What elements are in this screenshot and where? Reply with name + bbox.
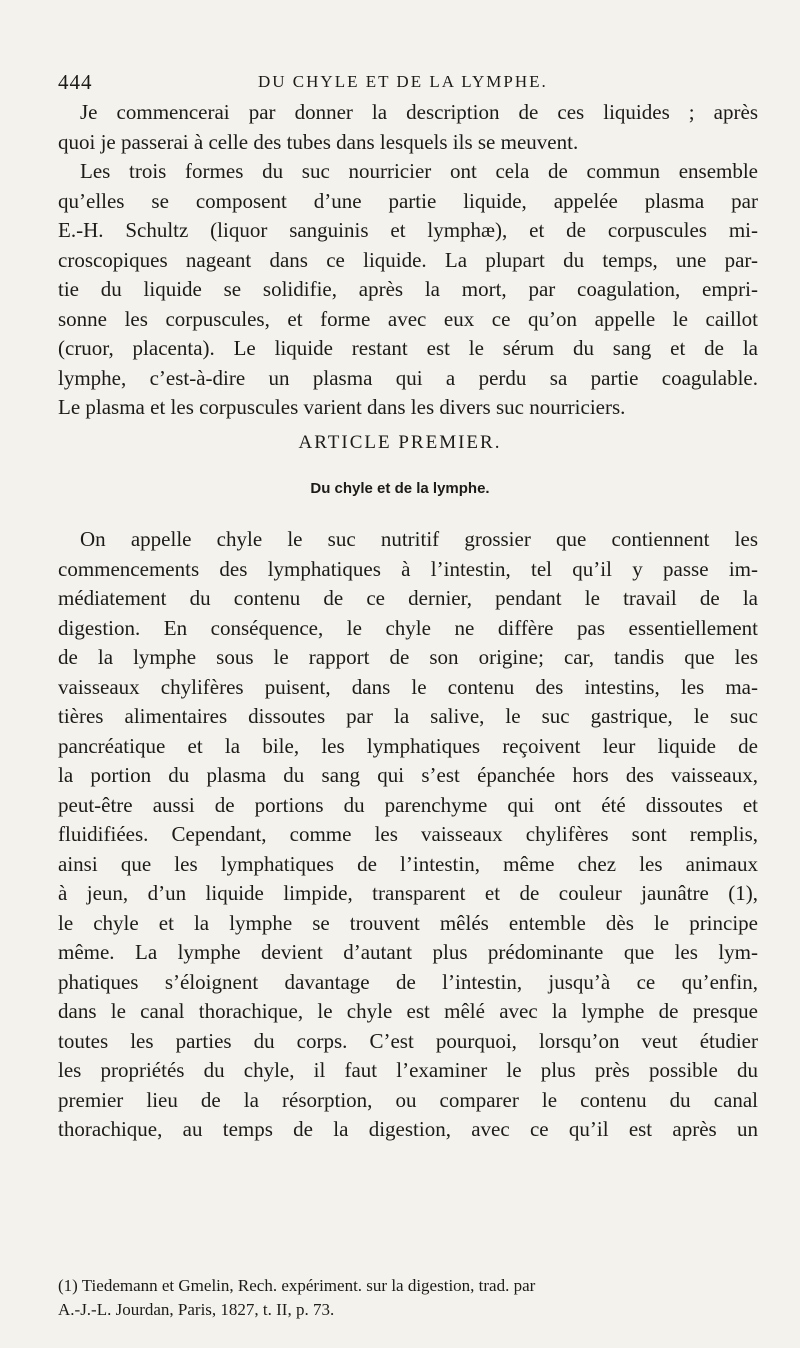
page-header [58,70,758,100]
text-line: lymphe, c’est-à-dire un plasma qui a perdu sa partie coagulable. [58,365,758,390]
footnote-line: (1) Tiedemann et Gmelin, Rech. expériment. sur la digestion, trad. par [58,1276,536,1295]
text-line: qu’elles se composent d’une partie liquide, appelée plasma par [58,188,758,213]
footnote-line: A.-J.-L. Jourdan, Paris, 1827, t. II, p. 73. [58,1300,335,1319]
text-line: peut-être aussi de portions du parenchyme qui ont été dissoutes et [58,792,758,817]
intro-paragraphs [58,98,758,423]
article-title: ARTICLE PREMIER. [298,432,502,453]
section-title: Du chyle et de la lymphe. [310,480,490,497]
text-line: Je commencerai par donner la description de ces liquides ; après [80,100,758,124]
text-line: fluidifiées. Cependant, comme les vaisseaux chylifères sont remplis, [58,822,758,846]
text-line: de la lymphe sous le rapport de son origine; car, tandis que les [58,645,758,669]
text-line: On appelle chyle le suc nutritif grossier que contiennent les [80,527,758,551]
text-line: (cruor, placenta). Le liquide restant est le sérum du sang et de la [58,336,758,360]
text-line: à jeun, d’un liquide limpide, transparent et de couleur jaunâtre (1), [58,881,758,905]
text-line: sonne les corpuscules, et forme avec eux ce qu’on appelle le caillot [58,306,758,331]
text-line: dans le canal thorachique, le chyle est mêlé avec la lymphe de presque [58,999,758,1023]
footnote [58,1274,758,1322]
main-paragraph [58,525,758,1145]
text-line: Les trois formes du suc nourricier ont cela de commun ensemble [80,159,758,183]
text-line: phatiques s’éloignent davantage de l’intestin, jusqu’à ce qu’enfin, [58,969,758,994]
text-line: commencements des lymphatiques à l’intestin, tel qu’il y passe im- [58,556,758,581]
text-line: tières alimentaires dissoutes par la salive, le suc gastrique, le suc [58,704,758,728]
text-line: digestion. En conséquence, le chyle ne diffère pas essentiellement [58,615,758,640]
text-line: le chyle et la lymphe se trouvent mêlés entemble dès le principe [58,910,758,935]
page-number: 444 [58,70,93,94]
text-line: toutes les parties du corps. C’est pourquoi, lorsqu’on veut étudier [58,1028,758,1053]
text-line: quoi je passerai à celle des tubes dans lesquels ils se meuvent. [58,129,579,154]
text-line: premier lieu de la résorption, ou comparer le contenu du canal [58,1087,758,1112]
text-line: pancréatique et la bile, les lymphatiques reçoivent leur liquide de [58,733,758,758]
text-line: croscopiques nageant dans ce liquide. La plupart du temps, une par- [58,247,758,272]
text-line: même. La lymphe devient d’autant plus prédominante que les lym- [58,940,758,964]
text-line: les propriétés du chyle, il faut l’examiner le plus près possible du [58,1058,758,1082]
text-line: thorachique, au temps de la digestion, avec ce qu’il est après un [58,1117,758,1141]
text-line: ainsi que les lymphatiques de l’intestin, même chez les animaux [58,851,758,876]
text-line: tie du liquide se solidifie, après la mort, par coagulation, empri- [58,277,758,301]
text-line: vaisseaux chylifères puisent, dans le contenu des intestins, les ma- [58,674,758,699]
text-line: médiatement du contenu de ce dernier, pendant le travail de la [58,586,758,610]
text-line: la portion du plasma du sang qui s’est épanchée hors des vaisseaux, [58,763,758,787]
text-line: E.-H. Schultz (liquor sanguinis et lymphæ), et de corpuscules mi- [58,218,758,242]
running-head: DU CHYLE ET DE LA LYMPHE. [258,72,548,91]
text-line: Le plasma et les corpuscules varient dans les divers suc nourriciers. [58,395,626,419]
